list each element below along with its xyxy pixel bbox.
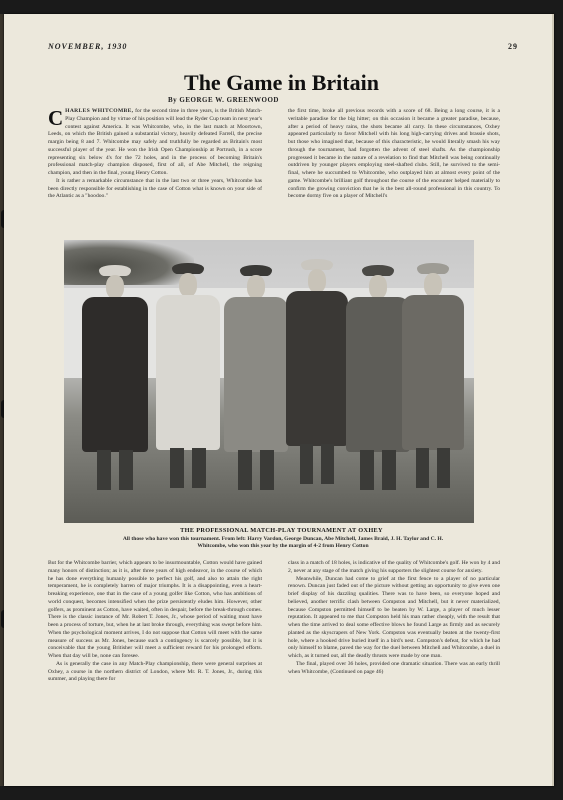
- photo-caption-text: All those who have won this tournament. From left: Harry Vardon, George Duncan, Abe Mitchell, James Braid, J. H. Taylor and C. H. Whitcombe, who won this year by the margin of 4-2 from Henry Cotton: [122, 536, 444, 550]
- golfer-figure: [82, 265, 148, 495]
- article-paragraph: As is generally the case in any Match-Play championship, there were general surprises at Oxhey, a course in the northern district of London, where Mr. R. T. Jones, Jr., during this summer, and playing there for: [48, 660, 262, 683]
- article-column-1: [48, 108, 262, 236]
- golfer-figure: [402, 263, 464, 495]
- golfer-figure: [156, 263, 220, 495]
- article-column-3: [48, 560, 262, 778]
- page-number: 29: [508, 42, 518, 51]
- golfer-figure: [286, 259, 348, 495]
- golfer-figure: [224, 265, 288, 495]
- article-paragraph: class in a match of 18 holes, is indicative of the quality of Whitcombe's golf. He won by 4 and 2, never at any stage of the match giving his supporters the slightest course for anxiety.: [288, 560, 500, 574]
- article-paragraph: [288, 661, 500, 677]
- paragraph-text: for the second time in three years, is the British Match-Play Champion and by virtue of his position will lead the Ryder Cup team in next year's contest against America. It was Whitcombe, who, in the last match at Moortown, Leeds, on which the British gained a substantial victory, heavily defeated Farrell, the precise margin being 8 and 7. Whitcombe may safely and truthfully be regarded as Britain's most successful player of the year. He won the Irish Open Championship at Portrush, in a score representing six below 4's for the 72 holes, and in the process of becoming Britain's professional match-play champion disposed, first of all, of Abe Mitchell, the reigning champion, and then in the final, young Henry Cotton.: [48, 108, 262, 176]
- article-paragraph: It is rather a remarkable circumstance that in the last two or three years, Whitcombe has been directly responsible for establishing in the case of Cotton what is known on your side of the Atlantic as a "hoodoo.": [48, 177, 262, 200]
- article-title: The Game in Britain: [184, 70, 379, 95]
- article-paragraph: the first time, broke all previous records with a score of 68. Being a long course, it is a veritable paradise for the big hitter; on this occasion it became a greater paradise, because, after a period of heavy rains, the shots became all carry. In these circumstances, Oxhey appeared particularly to favor Mitchell with his long high-carrying drives and brassie shots, but those who imagined that, because of this characteristic, he would literally smash his way through the tournament, had forgotten the advent of steel shafts. As the championship progressed it became in the nature of a revelation to find that Mitchell was being continually outdriven by younger players employing steel-shafted clubs. Still, he survived to the semi-final, where he succumbed to Whitcombe, who outplayed him at almost every point of the game. Whitcombe's brilliant golf throughout the course of the encounter helped materially to confirm the growing conviction that he is the best all-round professional in this country. To become dormy five on a player of Mitchell's: [288, 108, 500, 200]
- article-column-4: [288, 560, 500, 778]
- running-header-date: NOVEMBER, 1930: [48, 42, 128, 51]
- article-paragraph: Meanwhile, Duncan had come to grief at the first fence to a player of no particular renown. Duncan just faded out of the picture without getting an opportunity to give even one brief display of his dazzling qualities. There was to have been, so everyone hoped and believed, another terrific clash between Compston and Mitchell, but it never materialized, because Compston permitted himself to be beaten by W. Large, a player of much lesser reputation. It appeared to me that Compston held his man rather cheaply, with the result that when the time arrived to deal some effective blows he found Large as firmly and as securely planted as the skyscrapers of New York. Compston was eventually beaten at the twenty-first hole, where a hooked drive buried itself in a bird's nest. Compston's defeat, for which he had only himself to blame, paved the way for the duel between Mitchell and Whitcombe, a duel in which, as it turned out, all the deadly thrusts were made by one man.: [288, 575, 500, 659]
- photo-caption-title: THE PROFESSIONAL MATCH-PLAY TOURNAMENT AT OXHEY: [180, 527, 383, 534]
- article-column-2: [288, 108, 500, 236]
- continued-note[interactable]: (Continued on page 46): [330, 668, 384, 675]
- golfer-figure: [346, 265, 410, 495]
- lead-name: HARLES WHITCOMBE,: [65, 108, 134, 114]
- article-paragraph: [48, 108, 262, 178]
- article-paragraph: But for the Whitcombe barrier, which appears to be insurmountable, Cotton would have gained many honors of distinction; as it is, after three years of high endeavor, in the course of which he has done everything humanly possible to perfect his golf, and also to attain the right temperament, he is completely barren of major triumphs. It is a disappointing, even a heart-breaking experience, one that in the case of a young golfer like Cotton, who has ambitions of world conquest, becomes intensified when the prize persistently eludes him. However, other golfers, as prominent as Cotton, have waited, often in despair, before the break-through comes. There is the classic instance of Mr. Robert T. Jones, Jr., whose period of waiting must have been a process of torture, but, when he at last broke through, everything was swept before him. When the psychological moment arrives, I do not suppose that Cotton will meet with the same measure of success as Mr. Jones, because such a contingency is scarcely possible, but it is conceivable that the young Britisher will meet a sufficient reward for his prolonged efforts. When that day will be, none can foresee.: [48, 560, 262, 659]
- paragraph-text: The final, played over 36 holes, provided one dramatic situation. There was an early thrill when Whitcombe,: [288, 660, 500, 675]
- group-photograph: [64, 240, 474, 523]
- drop-cap: C: [48, 108, 64, 130]
- article-byline: By GEORGE W. GREENWOOD: [168, 96, 279, 104]
